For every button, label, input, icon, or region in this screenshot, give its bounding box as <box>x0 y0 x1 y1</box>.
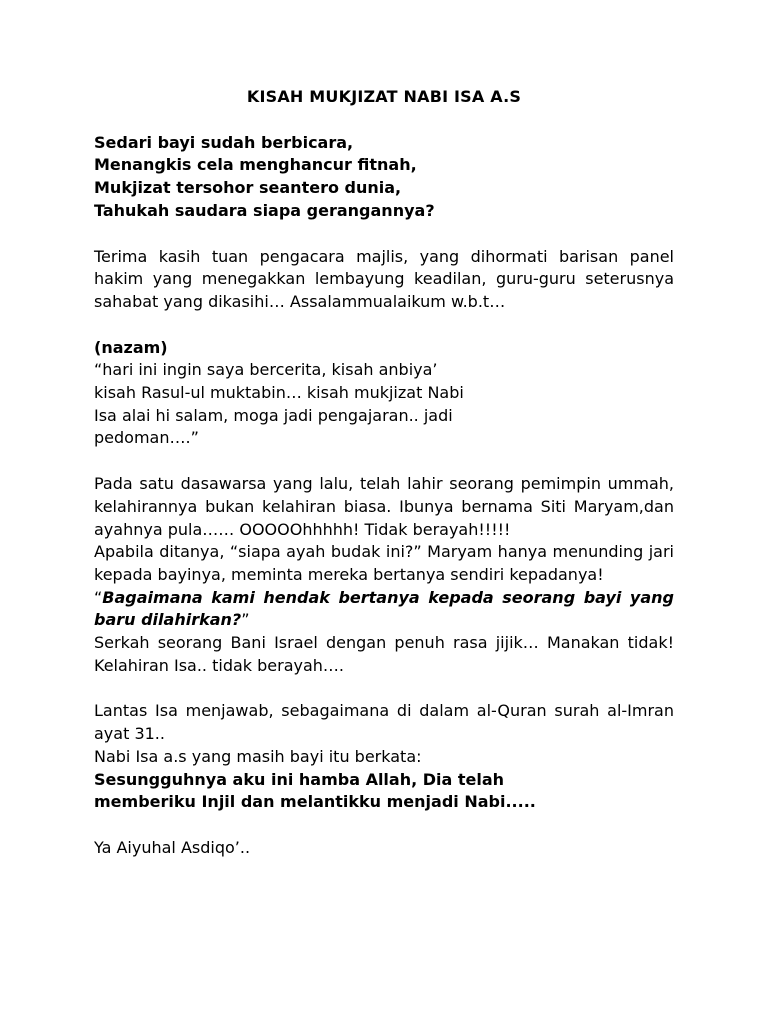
nazam-section <box>94 337 674 451</box>
poem-line: Tahukah saudara siapa gerangannya? <box>94 200 435 220</box>
nazam-heading: (nazam) <box>94 337 168 357</box>
closing-line: Ya Aiyuhal Asdiqo’.. <box>94 837 251 857</box>
document-title: KISAH MUKJIZAT NABI ISA A.S <box>246 87 522 106</box>
story-paragraph: Apabila ditanya, “siapa ayah budak ini?” Maryam hanya menunding jari kepada bayinya, meminta mereka bertanya sendiri kepadanya! <box>94 542 674 584</box>
nazam-line: Isa alai hi salam, moga jadi pengajaran.. jadi <box>94 405 453 425</box>
story-section <box>94 473 674 677</box>
quote-open-mark: “ <box>94 587 103 607</box>
story-paragraph: Pada satu dasawarsa yang lalu, telah lahir seorang pemimpin ummah, kelahirannya bukan kelahiran biasa. Ibunya bernama Siti Maryam,dan ayahnya pula…… OOOOOhhhhh! Tidak berayah!!!!! <box>94 474 674 539</box>
nazam-line: “hari ini ingin saya bercerita, kisah anbiya’ <box>94 360 438 380</box>
nazam-line: pedoman….” <box>94 428 199 448</box>
answer-section <box>94 700 674 814</box>
nazam-line: kisah Rasul-ul muktabin… kisah mukjizat Nabi <box>94 383 464 403</box>
document-page <box>94 86 674 860</box>
quote-paragraph <box>94 587 674 632</box>
poem-line: Mukjizat tersohor seantero dunia, <box>94 178 402 198</box>
poem-line: Menangkis cela menghancur fitnah, <box>94 155 417 175</box>
answer-paragraph: Nabi Isa a.s yang masih bayi itu berkata: <box>94 746 422 766</box>
quote-close-mark: ” <box>241 610 250 630</box>
quote-text: Bagaimana kami hendak bertanya kepada seorang bayi yang baru dilahirkan? <box>94 587 674 630</box>
story-paragraph: Serkah seorang Bani Israel dengan penuh rasa jijik… Manakan tidak! Kelahiran Isa.. tidak berayah…. <box>94 633 674 675</box>
answer-bold-line: Sesungguhnya aku ini hamba Allah, Dia telah <box>94 769 505 789</box>
poem-line: Sedari bayi sudah berbicara, <box>94 132 354 152</box>
answer-paragraph: Lantas Isa menjawab, sebagaimana di dalam al-Quran surah al-Imran ayat 31.. <box>94 701 674 744</box>
opening-poem <box>94 132 674 223</box>
answer-bold-line: memberiku Injil dan melantikku menjadi Nabi..... <box>94 792 536 812</box>
greeting-paragraph: Terima kasih tuan pengacara majlis, yang dihormati barisan panel hakim yang menegakkan lembayung keadilan, guru-guru seterusnya sahabat yang dikasihi… Assalammualaikum w.b.t… <box>94 246 674 311</box>
